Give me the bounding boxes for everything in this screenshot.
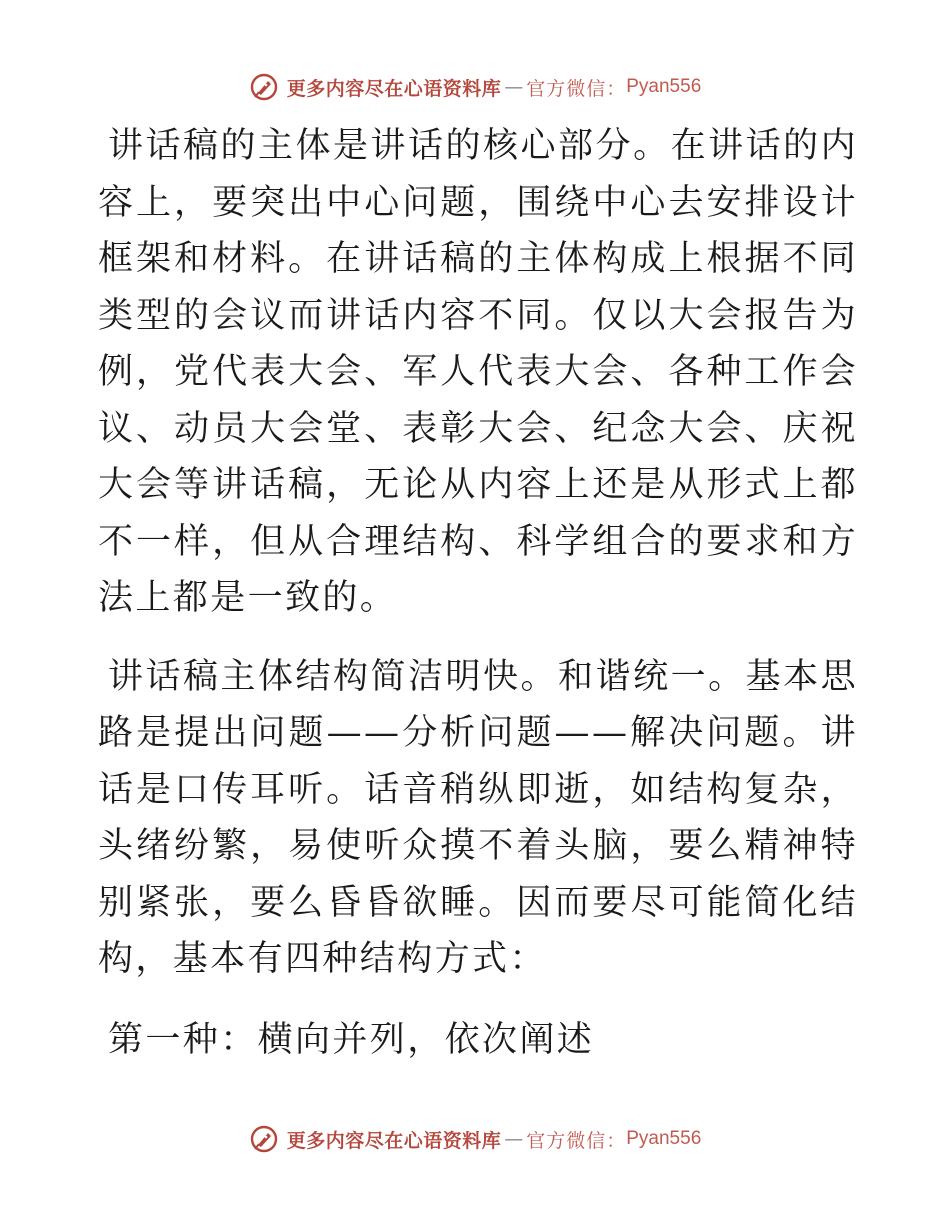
- paragraph-3-heading: 第一种：横向并列，依次阐述: [108, 1019, 595, 1060]
- banner-wechat-id: Pyan556: [626, 76, 702, 97]
- paragraph-1: 讲话稿的主体是讲话的核心部分。在讲话的内容上，要突出中心问题，围绕中心去安排设计框架和材料。在讲话稿的主体构成上根据不同类型的会议而讲话内容不同。仅以大会报告为例，党代表大会、军人代表大会、各种工作会议、动员大会堂、表彰大会、纪念大会、庆祝大会等讲话稿，无论从内容上还是从形式上都不一样，但从合理结构、科学组合的要求和方法上都是一致的。: [98, 126, 858, 618]
- banner-wechat-id: Pyan556: [626, 1128, 702, 1149]
- document-body: [98, 118, 858, 1086]
- banner-wechat-label: 官方微信：: [526, 77, 627, 100]
- banner-dash: —: [504, 1128, 524, 1150]
- footer-banner: [0, 1124, 950, 1154]
- banner-brand-text: 更多内容尽在心语资料库: [286, 77, 502, 100]
- pen-nib-logo-icon: [249, 72, 279, 102]
- pen-nib-logo-icon: [249, 1124, 279, 1154]
- header-banner: [0, 72, 950, 102]
- banner-dash: —: [504, 76, 524, 98]
- paragraph-2: 讲话稿主体结构简洁明快。和谐统一。基本思路是提出问题——分析问题——解决问题。讲话是口传耳听。话音稍纵即逝，如结构复杂，头绪纷繁，易使听众摸不着头脑，要么精神特别紧张，要么昏昏欲睡。因而要尽可能简化结构，基本有四种结构方式：: [98, 656, 858, 979]
- banner-brand-text: 更多内容尽在心语资料库: [286, 1129, 502, 1152]
- banner-wechat-label: 官方微信：: [526, 1129, 627, 1152]
